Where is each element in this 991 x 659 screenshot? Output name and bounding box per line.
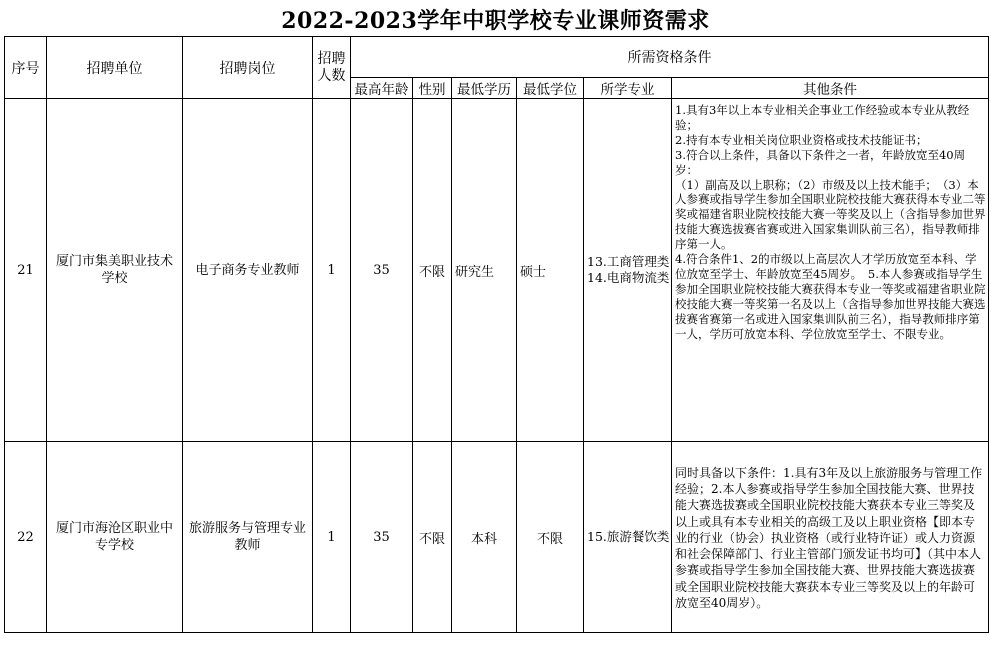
header-min-edu: 最低学历 — [452, 78, 517, 99]
header-row-1 — [5, 37, 989, 78]
cell-max-age: 35 — [351, 99, 413, 442]
cell-post: 旅游服务与管理专业教师 — [183, 442, 313, 633]
header-major: 所学专业 — [584, 78, 672, 99]
header-min-degree: 最低学位 — [517, 78, 584, 99]
table-row — [5, 99, 989, 442]
header-count: 招聘人数 — [313, 37, 351, 99]
cell-count: 1 — [313, 442, 351, 633]
cell-seq: 22 — [5, 442, 47, 633]
cell-seq: 21 — [5, 99, 47, 442]
cell-max-age: 35 — [351, 442, 413, 633]
header-conditions: 所需资格条件 — [351, 37, 989, 78]
header-max-age: 最高年龄 — [351, 78, 413, 99]
cell-post: 电子商务专业教师 — [183, 99, 313, 442]
cell-unit: 厦门市海沧区职业中专学校 — [47, 442, 183, 633]
header-post: 招聘岗位 — [183, 37, 313, 99]
header-gender: 性别 — [413, 78, 452, 99]
cell-min-edu: 研究生 — [452, 99, 517, 442]
cell-major: 15.旅游餐饮类 — [584, 442, 672, 633]
cell-gender: 不限 — [413, 442, 452, 633]
recruitment-table — [4, 36, 989, 633]
cell-other: 1.具有3年以上本专业相关企事业工作经验或本专业从教经验； 2.持有本专业相关岗位职业资格或技术技能证书； 3.符合以上条件，具备以下条件之一者，年龄放宽至40周岁： （1）副高及以上职称；（2）市级及以上技术能手； （3）本人参赛或指导学生参加全国职业院校技能大赛获得本专业二等奖或福建省职业院校技能大赛一等奖及以上（含指导参加世界技能大赛选拔赛省赛或进入国家集训队前三名），指导教师排序第一人。 4.符合条件1、2的市级以上高层次人才学历放宽至本科、学位放宽至学士、年龄放宽至45周岁。 5.本人参赛或指导学生参加全国职业院校技能大赛获得本专业一等奖或福建省职业院校技能大赛一等奖第一名及以上（含指导参加世界技能大赛选拔赛省赛第一名或进入国家集训队前三名），指导教师排序第一人，学历可放宽本科、学位放宽至学士、不限专业。 — [672, 99, 989, 442]
page-title: 2022-2023学年中职学校专业课师资需求 — [281, 8, 710, 34]
cell-unit: 厦门市集美职业技术学校 — [47, 99, 183, 442]
cell-min-edu: 本科 — [452, 442, 517, 633]
table-row — [5, 442, 989, 633]
cell-gender: 不限 — [413, 99, 452, 442]
cell-other: 同时具备以下条件：1.具有3年及以上旅游服务与管理工作经验；2.本人参赛或指导学生参加全国技能大赛、世界技能大赛选拔赛或全国职业院校技能大赛获本专业三等奖及以上或具有本专业相关的高级工及以上职业资格【即本专业的行业（协会）执业资格（或行业特许证）或人力资源和社会保障部门、行业主管部门颁发证书均可】（其中本人参赛或指导学生参加全国技能大赛、世界技能大赛选拔赛或全国职业院校技能大赛获本专业三等奖及以上的年龄可放宽至40周岁）。 — [672, 442, 989, 633]
header-unit: 招聘单位 — [47, 37, 183, 99]
cell-count: 1 — [313, 99, 351, 442]
cell-min-degree: 硕士 — [517, 99, 584, 442]
header-seq: 序号 — [5, 37, 47, 99]
cell-min-degree: 不限 — [517, 442, 584, 633]
header-other: 其他条件 — [672, 78, 989, 99]
cell-major: 13.工商管理类 14.电商物流类 — [584, 99, 672, 442]
